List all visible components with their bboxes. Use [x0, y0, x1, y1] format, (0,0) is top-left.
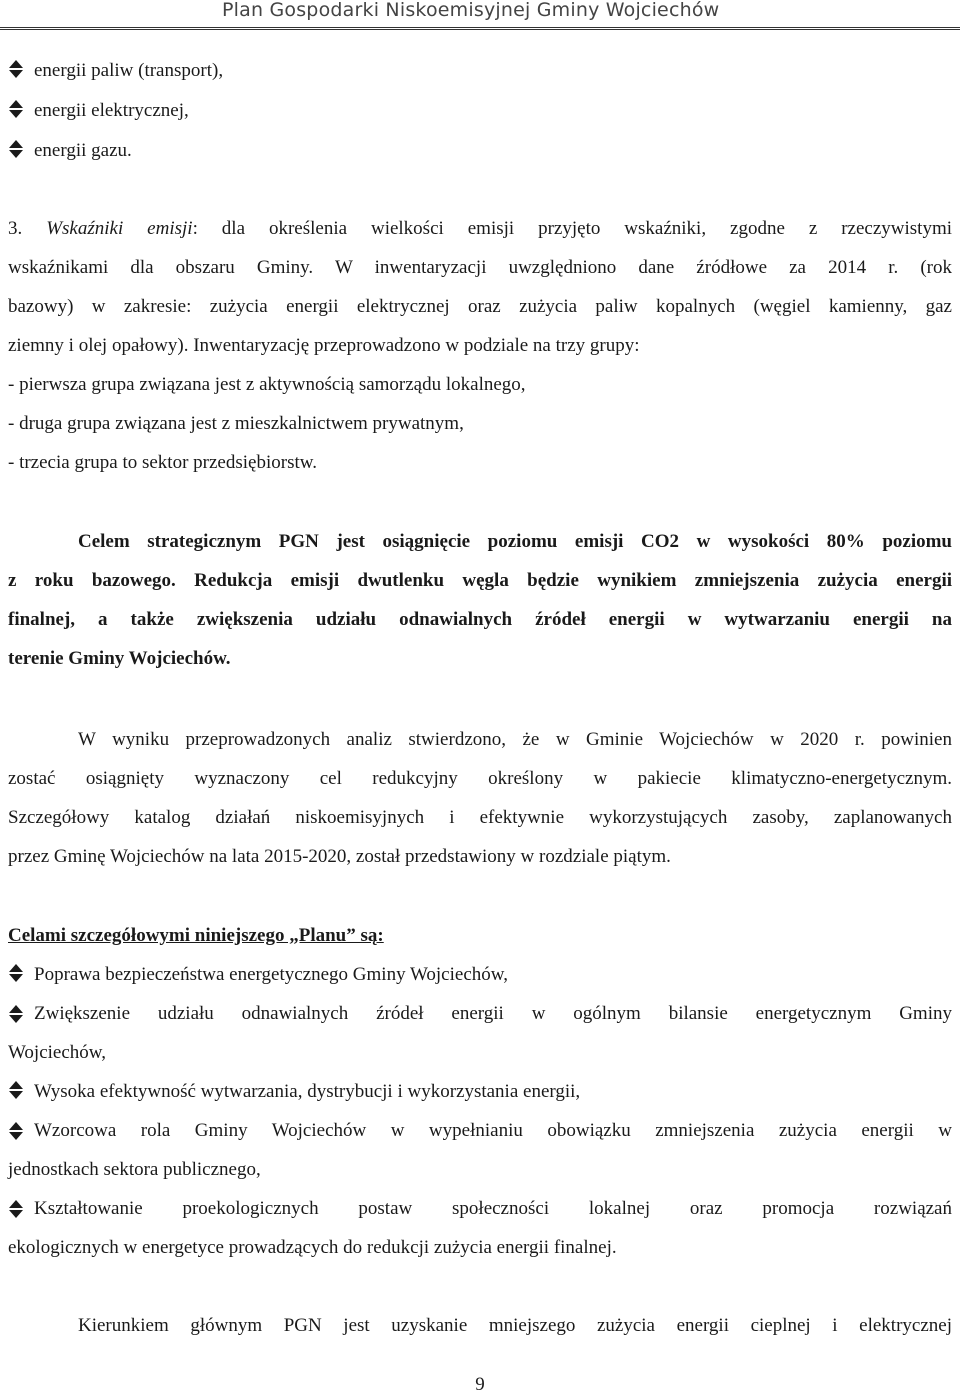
goal-line: terenie Gminy Wojciechów.: [8, 648, 231, 669]
group-line: - trzecia grupa to sektor przedsiębiorstw.: [8, 452, 317, 473]
group-line: - druga grupa związana jest z mieszkalnictwem prywatnym,: [8, 413, 464, 434]
paragraph-line: zostać osiągnięty wyznaczony cel redukcyjny określony w pakiecie klimatyczno-energetycznym.: [8, 768, 952, 789]
paragraph-line: wskaźnikami dla obszaru Gminy. W inwentaryzacji uwzględniono dane źródłowe za 2014 r. (rok: [8, 257, 952, 278]
list-item: Kształtowanie proekologicznych postaw społeczności lokalnej oraz promocja rozwiązań: [8, 1197, 952, 1221]
paragraph-line: W wyniku przeprowadzonych analiz stwierdzono, że w Gminie Wojciechów w 2020 r. powinien: [78, 729, 952, 750]
goal-line: Celem strategicznym PGN jest osiągnięcie poziomu emisji CO2 w wysokości 80% poziomu: [78, 531, 952, 552]
header-rule: [0, 27, 960, 32]
paragraph-line: 3. Wskaźniki emisji: dla określenia wielkości emisji przyjęto wskaźniki, zgodne z rzeczywistymi: [8, 218, 952, 239]
paragraph-line: Kierunkiem głównym PGN jest uzyskanie mniejszego zużycia energii cieplnej i elektrycznej: [78, 1315, 952, 1336]
up-down-arrow-icon: [8, 1121, 25, 1141]
up-down-arrow-icon: [8, 139, 25, 159]
page-header: [0, 0, 960, 26]
paragraph-line: ziemny i olej opałowy). Inwentaryzację przeprowadzono w podziale na trzy grupy:: [8, 335, 640, 356]
objectives-heading: Celami szczegółowymi niniejszego „Planu” są:: [8, 925, 384, 946]
up-down-arrow-icon: [8, 1199, 25, 1219]
up-down-arrow-icon: [8, 1004, 25, 1024]
paragraph-line: bazowy) w zakresie: zużycia energii elektrycznej oraz zużycia paliw kopalnych (węgiel kamienny, gaz: [8, 296, 952, 317]
up-down-arrow-icon: [8, 1080, 25, 1100]
list-item: Wysoka efektywność wytwarzania, dystrybucji i wykorzystania energii,: [8, 1080, 952, 1104]
list-item: Zwiększenie udziału odnawialnych źródeł energii w ogólnym bilansie energetycznym Gminy: [8, 1002, 952, 1026]
group-line: - pierwsza grupa związana jest z aktywnością samorządu lokalnego,: [8, 374, 526, 395]
paragraph-line: przez Gminę Wojciechów na lata 2015-2020, został przedstawiony w rozdziale piątym.: [8, 846, 671, 867]
list-item-continuation: jednostkach sektora publicznego,: [8, 1159, 261, 1180]
goal-line: finalnej, a także zwiększenia udziału odnawialnych źródeł energii w wytwarzaniu energii na: [8, 609, 952, 630]
list-item: Poprawa bezpieczeństwa energetycznego Gminy Wojciechów,: [8, 963, 952, 987]
header-title: Plan Gospodarki Niskoemisyjnej Gminy Wojciechów: [222, 0, 720, 21]
term-emphasis: Wskaźniki emisji: [46, 218, 193, 239]
list-item: energii gazu.: [8, 139, 952, 163]
page-number: 9: [475, 1374, 485, 1395]
list-item-continuation: Wojciechów,: [8, 1042, 107, 1063]
up-down-arrow-icon: [8, 99, 25, 119]
up-down-arrow-icon: [8, 59, 25, 79]
up-down-arrow-icon: [8, 963, 25, 983]
list-item-continuation: ekologicznych w energetyce prowadzących do redukcji zużycia energii finalnej.: [8, 1237, 617, 1258]
paragraph-line: Szczegółowy katalog działań niskoemisyjnych i efektywnie wykorzystujących zasoby, zaplanowanych: [8, 807, 952, 828]
list-item: energii paliw (transport),: [8, 59, 952, 83]
list-item: Wzorcowa rola Gminy Wojciechów w wypełnianiu obowiązku zmniejszenia zużycia energii w: [8, 1119, 952, 1143]
list-item: energii elektrycznej,: [8, 99, 952, 123]
goal-line: z roku bazowego. Redukcja emisji dwutlenku węgla będzie wynikiem zmniejszenia zużycia energii: [8, 570, 952, 591]
